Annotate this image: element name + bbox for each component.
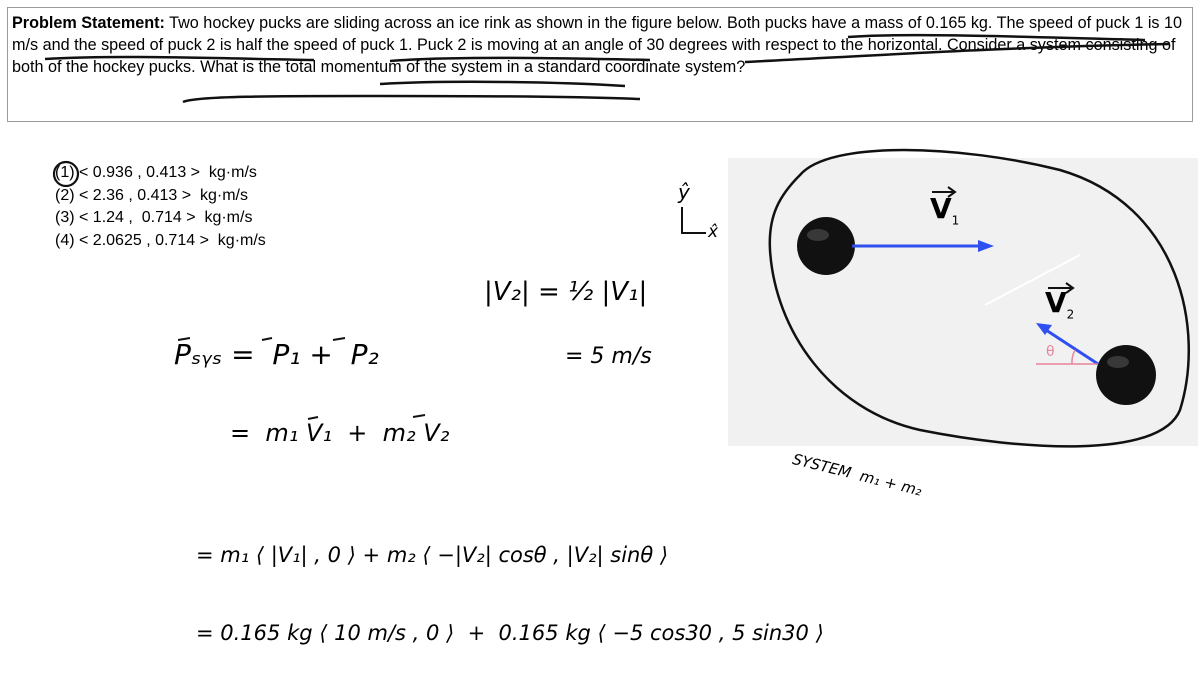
choice-text: < 2.0625 , 0.714 > kg·m/s bbox=[79, 231, 266, 249]
problem-label: Problem Statement: bbox=[12, 14, 165, 32]
underline-speed-1 bbox=[45, 57, 314, 60]
speed-relation: |V₂| = ½ |V₁| bbox=[484, 277, 648, 307]
choice-text: < 0.936 , 0.413 > kg·m/s bbox=[79, 164, 257, 181]
puck-2 bbox=[1096, 345, 1156, 405]
choice-number: (4) bbox=[55, 231, 75, 249]
underline-speed-2 bbox=[390, 58, 650, 61]
underline-coordinate bbox=[183, 96, 640, 102]
numbers-line: = 0.165 kg ⟨ 10 m/s , 0 ⟩ + 0.165 kg ⟨ −5 cos30 , 5 sin30 ⟩ bbox=[196, 621, 824, 645]
choice-text: < 2.36 , 0.413 > kg·m/s bbox=[79, 186, 248, 204]
choice-number: (3) bbox=[55, 209, 75, 226]
choice-1-circle bbox=[54, 162, 78, 186]
choice-number: (2) bbox=[55, 186, 75, 204]
v2-label: $V_2$ bbox=[1045, 286, 1075, 322]
momentum-sum-line: Pₛᵧₛ = P₁ + P₂ bbox=[174, 338, 379, 371]
v1-label: $V_1$ bbox=[930, 192, 960, 228]
axis-sketch bbox=[682, 207, 706, 233]
system-label: SYSTEM m₁ + m₂ bbox=[790, 450, 924, 500]
problem-text: Two hockey pucks are sliding across an ice rink as shown in the figure below. Both pucks have a mass of 0.165 kg. The speed of puck 1 is 10 m/s and the speed of puck 2 is half the speed of puck 1. Puck 2 is moving at an angle of 30 degrees with respect to the horizontal. Consider a system consisting of both of the hockey pucks. What is the total momentum of the system in a standard coordinate system? bbox=[12, 14, 1183, 76]
axis-x-label: x̂ bbox=[708, 222, 719, 242]
underline-system bbox=[380, 82, 625, 86]
v1-subscript: 1 bbox=[951, 213, 960, 228]
theta-label: θ bbox=[1046, 344, 1055, 360]
v2-subscript: 2 bbox=[1066, 307, 1075, 322]
components-line: = m₁ ⟨ |V₁| , 0 ⟩ + m₂ ⟨ −|V₂| cosθ , |V₂| sinθ ⟩ bbox=[196, 543, 669, 567]
axis-y-label: ŷ bbox=[678, 180, 690, 204]
underline-angle bbox=[745, 44, 1170, 62]
underline-mass bbox=[848, 35, 1145, 40]
speed-value: = 5 m/s bbox=[565, 344, 652, 369]
momentum-mv-line: = m₁ V₁ + m₂ V₂ bbox=[230, 419, 450, 447]
choice-text: < 1.24 , 0.714 > kg·m/s bbox=[79, 209, 253, 226]
choice-number: (1) bbox=[55, 164, 75, 181]
puck-1 bbox=[797, 217, 855, 275]
